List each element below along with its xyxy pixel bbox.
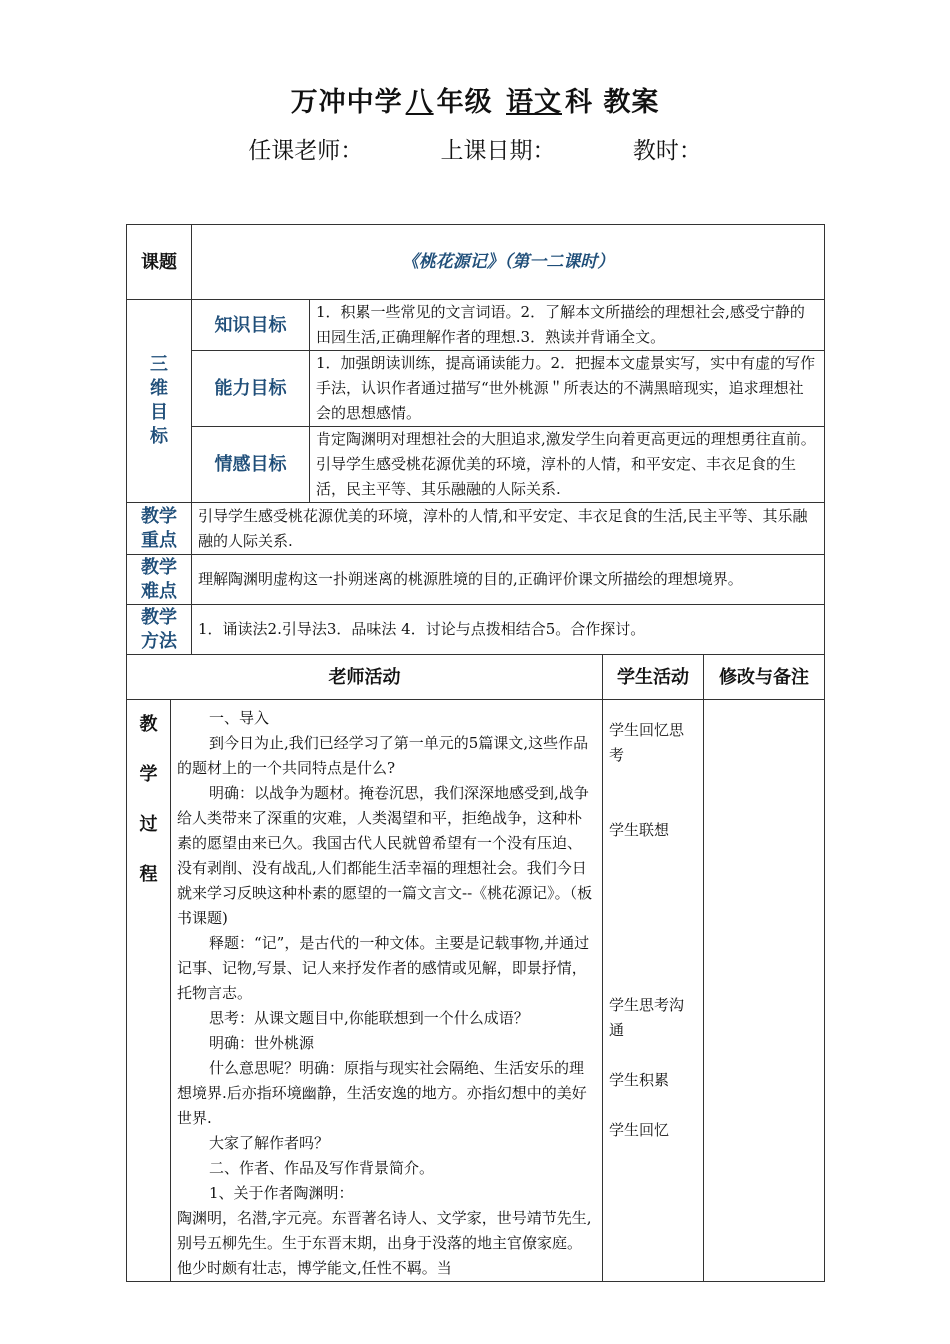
process-row [127,700,825,1282]
date-label: 上课日期： [440,138,556,164]
process-label-char: 过 [139,814,158,835]
grade-value: 八 [405,87,434,118]
difficulties-label-line: 教学 [141,556,177,578]
topic-value: 《桃花源记》（第一二课时） [192,225,825,300]
teacher-activity-header: 老师活动 [127,655,603,700]
student-activity-item: 学生积累 [609,1071,670,1089]
teacher-paragraph: 1、关于作者陶渊明： [209,1184,354,1202]
teacher-paragraph: 到今日为止,我们已经学习了第一单元的5篇课文,这些作品的题材上的一个共同特点是什么? [177,734,589,777]
methods-label-line: 教学 [141,606,177,628]
ability-objective-text: 1．加强朗读训练，提高诵读能力。2．把握本文虚景实写，实中有虚的写作手法，认识作者通过描写“世外桃源＂所表达的不满黑暗现实，追求理想社会的思想感情。 [310,351,825,427]
teacher-paragraph: 什么意思呢？明确：原指与现实社会隔绝、生活安乐的理想境界.后亦指环境幽静，生活安逸的地方。亦指幻想中的美好世界. [177,1059,587,1127]
key-points-label-line: 重点 [141,529,177,551]
process-label [127,700,171,1282]
knowledge-objective-label: 知识目标 [192,300,310,351]
objective-knowledge-row [127,300,825,351]
lesson-plan-table [126,224,825,1282]
student-activity-item: 学生回忆 [609,1121,670,1139]
topic-row [127,225,825,300]
methods-text: 1．诵读法2.引导法3．品味法 4．讨论与点拨相结合5。合作探讨。 [192,605,825,655]
grade-suffix: 年级 [436,87,493,118]
difficulties-label-line: 难点 [141,580,177,602]
student-activity-item: 学生联想 [609,821,670,839]
activity-header-row [127,655,825,700]
methods-label [127,605,192,655]
topic-label: 课题 [127,225,192,300]
notes-content [704,700,825,1282]
document-subtitle [0,132,950,165]
methods-label-line: 方法 [141,630,177,652]
student-activity-item: 学生回忆思考 [609,721,685,764]
knowledge-objective-text: 1．积累一些常见的文言词语。2．了解本文所描绘的理想社会,感受宁静的田园生活,正确理解作者的理想.3．熟读并背诵全文。 [310,300,825,351]
teacher-paragraph: 陶渊明，名潜,字元亮。东晋著名诗人、文学家，世号靖节先生,别号五柳先生。生于东晋末期，出身于没落的地主官僚家庭。他少时颇有壮志，博学能文,任性不羁。当 [177,1209,592,1277]
emotion-objective-label: 情感目标 [192,427,310,503]
process-label-char: 程 [139,864,158,885]
emotion-objective-text: 肯定陶渊明对理想社会的大胆追求,激发学生向着更高更远的理想勇往直前。引导学生感受桃花源优美的环境，淳朴的人情，和平安定、丰衣足食的生活，民主平等、其乐融融的人际关系. [310,427,825,503]
student-activity-item: 学生思考沟通 [609,996,685,1039]
teacher-paragraph: 明确：世外桃源 [209,1034,315,1052]
hours-label: 教时： [632,138,702,164]
objectives-label-char: 维 [150,378,168,399]
objectives-label-char: 标 [150,426,168,447]
key-points-label [127,503,192,555]
teacher-label: 任课老师： [248,138,364,164]
objective-ability-row [127,351,825,427]
notes-header: 修改与备注 [704,655,825,700]
key-points-label-line: 教学 [141,505,177,527]
key-points-text: 引导学生感受桃花源优美的环境，淳朴的人情,和平安定、丰衣足食的生活,民主平等、其乐融融的人际关系. [192,503,825,555]
difficulties-label [127,555,192,605]
teacher-paragraph: 思考：从课文题目中,你能联想到一个什么成语？ [209,1009,529,1027]
document-title [0,80,950,119]
objective-emotion-row [127,427,825,503]
subject-value: 语文 [506,87,562,118]
ability-objective-label: 能力目标 [192,351,310,427]
process-label-char: 教 [139,714,158,735]
process-label-char: 学 [139,764,158,785]
teacher-paragraph: 大家了解作者吗？ [209,1134,330,1152]
difficulties-text: 理解陶渊明虚构这一扑朔迷离的桃源胜境的目的,正确评价课文所描绘的理想境界。 [192,555,825,605]
school-name: 万冲中学 [290,87,403,118]
key-points-row [127,503,825,555]
objectives-label [127,300,192,503]
teacher-paragraph: 二、作者、作品及写作背景简介。 [209,1159,435,1177]
teacher-paragraph: 一、导入 [209,709,270,727]
teacher-paragraph: 释题：“记”，是古代的一种文体。主要是记载事物,并通过记事、记物,写景、记人来抒发作者的感情或见解，即景抒情，托物言志。 [177,934,590,1002]
objectives-label-char: 目 [150,402,168,423]
student-activity-content [603,700,704,1282]
objectives-label-char: 三 [150,354,168,375]
difficulties-row [127,555,825,605]
teacher-activity-content [171,700,603,1282]
doc-type: 教案 [603,87,660,118]
subject-suffix: 科 [565,87,593,118]
teacher-paragraph: 明确：以战争为题材。掩卷沉思，我们深深地感受到,战争给人类带来了深重的灾难，人类渴望和平，拒绝战争，这种朴素的愿望由来已久。我国古代人民就曾希望有一个没有压迫、没有剥削、没有战乱,人们都能生活幸福的理想社会。我们今日就来学习反映这种朴素的愿望的一篇文言文--《桃花源记》。（板书课题) [177,784,593,927]
student-activity-header: 学生活动 [603,655,704,700]
methods-row [127,605,825,655]
